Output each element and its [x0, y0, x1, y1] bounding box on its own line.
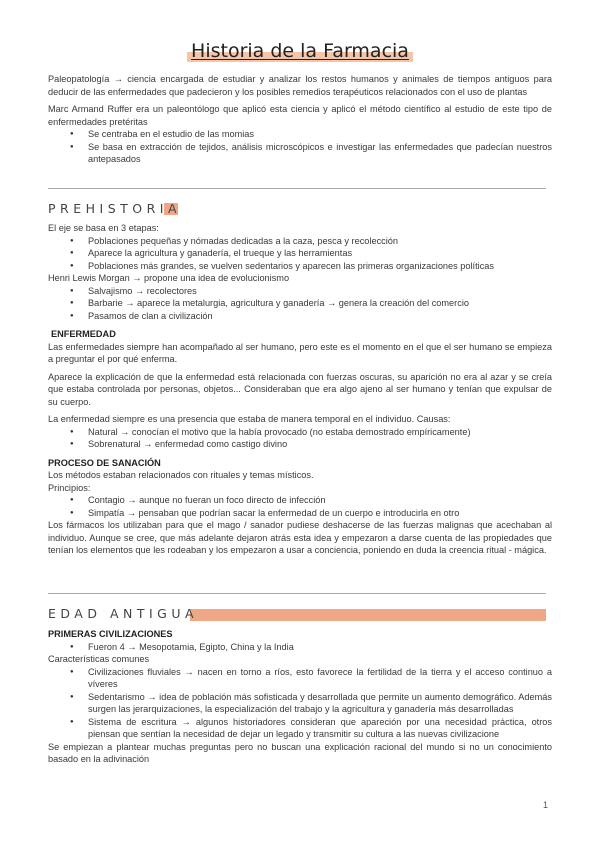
enfermedad-paragraph-1: Las enfermedades siempre han acompañado al ser humano, pero este es el momento en el que el ser humano se empieza a preguntar el por qué enferma.: [48, 341, 552, 364]
list-item: ● Sistema de escritura → algunos historiadores consideran que apareción por una necesidad práctica, otros piensan que sentían la necesidad de dejar un legado y transmitir su cultura a las nuevas civilizacione: [48, 716, 552, 741]
section-heading-edad-antigua: EDAD ANTIGUA: [48, 606, 199, 621]
divider: [48, 188, 546, 189]
list-item: ● Pasamos de clan a civilización: [48, 310, 552, 323]
list-item: ● Fueron 4 → Mesopotamia, Egipto, China y la India: [48, 641, 552, 654]
etapas-list: [48, 235, 552, 273]
principios-label: Principios:: [48, 482, 91, 493]
eje-line: El eje se basa en 3 etapas:: [48, 223, 159, 233]
list-item: ● Poblaciones pequeñas y nómadas dedicadas a la caza, pesca y recolección: [48, 235, 552, 248]
list-item: ● Sobrenatural → enfermedad como castigo divino: [48, 438, 552, 451]
proceso-paragraph-2: Los fármacos los utilizaban para que el mago / sanador pudiese deshacerse de las fuerzas malignas que acechaban al individuo. Aunque se cree, que más adelante dejaron atrás esta idea y empezaron a darse cuenta de las propiedades que tenían los elementos que les rodeaban y los empezaron a usar a conciencia, poniendo en duda la creencia ritual - mágica.: [48, 520, 552, 555]
enfermedad-paragraph-2: Aparece la explicación de que la enfermedad está relacionada con fuerzas oscuras, su aparición no era al azar y se creía que estaba controlada por personas, objetos... Consideraban que era algo ajeno al ser humano y tenían que expulsar de su cuerpo.: [48, 371, 552, 407]
caracteristicas-label: Características comunes: [48, 654, 150, 664]
page-number: 1: [542, 800, 548, 810]
list-item: ● Civilizaciones fluviales → nacen en torno a ríos, esto favorece la fertilidad de la tierra y el acceso continuo a víveres: [48, 666, 552, 691]
list-item: ● Salvajismo → recolectores: [48, 285, 552, 298]
edad-antigua-section: [48, 628, 552, 766]
list-item: ● Aparece la agricultura y ganadería, el trueque y las herramientas: [48, 247, 552, 260]
list-item: ● Contagio → aunque no fueran un foco directo de infección: [48, 494, 552, 507]
closing-paragraph: Se empiezan a plantear muchas preguntas pero no buscan una explicación racional del mundo si no un conocimiento basado en la adivinación: [48, 741, 552, 764]
list-item: ● Se centraba en el estudio de las momias: [48, 128, 552, 141]
page-title: Historia de la Farmacia: [187, 40, 413, 62]
caracteristicas-list: [48, 666, 552, 741]
list-item: ● Barbarie → aparece la metalurgia, agricultura y ganadería → genera la creación del comercio: [48, 297, 552, 310]
list-item: ● Simpatía → pensaban que podrían sacar la enfermedad de un cuerpo e introducirla en otro: [48, 507, 552, 520]
section-heading-prehistoria: PREHISTORIA: [48, 201, 182, 216]
proceso-paragraph-1: Los métodos estaban relacionados con rituales y temas místicos.: [48, 470, 314, 480]
list-item: ● Poblaciones más grandes, se vuelven sedentarios y aparecen las primeras organizaciones políticas: [48, 260, 552, 273]
principios-list: [48, 494, 552, 519]
primeras-civilizaciones-heading: PRIMERAS CIVILIZACIONES: [48, 629, 173, 639]
enfermedad-heading: ENFERMEDAD: [51, 329, 116, 339]
list-item: ● Sedentarismo → idea de población más sofisticada y desarrollada que permite un aumento demográfico. Además surgen las jerarquizaciones, la especialización del trabajo y la agricultura y ganadería más desarrolladas: [48, 691, 552, 716]
divider: [48, 593, 546, 594]
list-item: ● Se basa en extracción de tejidos, análisis microscópicos e investigar las enfermedades que padecían nuestros antepasados: [48, 141, 552, 166]
fueron-list: [48, 641, 552, 654]
section-highlight-bar: [190, 609, 546, 621]
title-wrap: [0, 40, 600, 62]
morgan-line: Henri Lewis Morgan → propone una idea de evolucionismo: [48, 273, 290, 283]
intro-paragraph-2: Marc Armand Ruffer era un paleontólogo que aplicó esta ciencia y aplicó el método científico al estudio de este tipo de enfermedades pretéritas: [48, 104, 552, 127]
prehistoria-section: [48, 222, 552, 557]
intro-bullets: [48, 128, 552, 166]
morgan-list: [48, 285, 552, 323]
causas-list: [48, 426, 552, 451]
intro-paragraph-1: Paleopatología → ciencia encargada de estudiar y analizar los restos humanos y animales de tiempos antiguos para deducir de las enfermedades que padecieron y los posibles remedios terapéuticos relacionados con el uso de plantas: [48, 74, 552, 97]
proceso-heading: PROCESO DE SANACIÓN: [48, 457, 161, 468]
enfermedad-paragraph-3: La enfermedad siempre es una presencia que estaba de manera temporal en el individuo. Causas:: [48, 414, 451, 424]
list-item: ● Natural → conocían el motivo que la había provocado (no estaba demostrado empíricamente): [48, 426, 552, 439]
intro-section: [48, 73, 552, 166]
